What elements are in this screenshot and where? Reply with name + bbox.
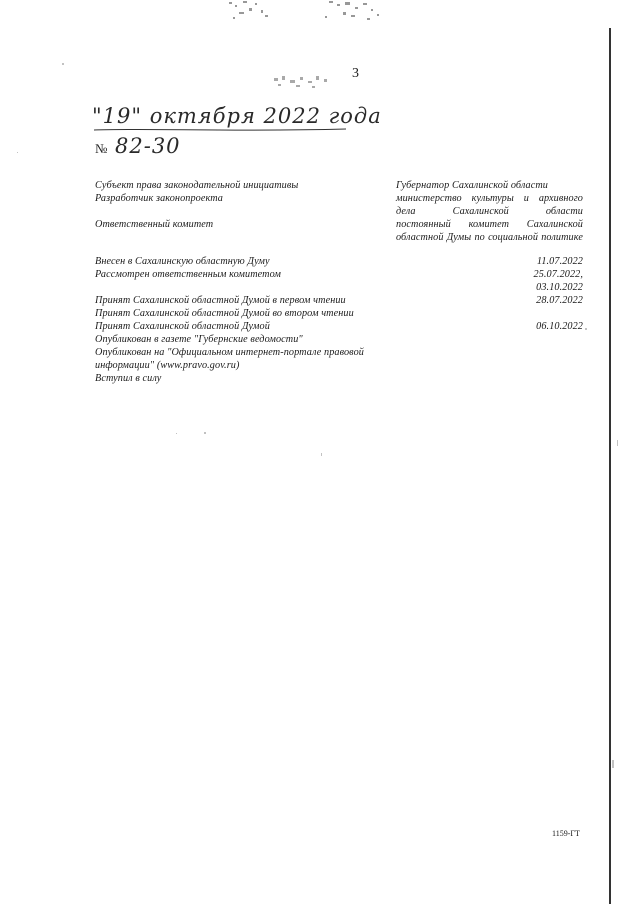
event-label: Опубликован в газете "Губернские ведомости" bbox=[95, 334, 303, 345]
event-date: 06.10.2022 bbox=[536, 321, 583, 332]
developer-value-text: министерство культуры и архивного дела Сахалинской области bbox=[396, 193, 583, 217]
event-label: Рассмотрен ответственным комитетом bbox=[95, 269, 282, 280]
event-date: 03.10.2022 bbox=[536, 282, 583, 293]
committee-label: Ответственный комитет bbox=[95, 219, 214, 230]
committee-value-text: постоянный комитет Сахалинской областной Думы по социальной политике bbox=[396, 219, 583, 243]
event-label: Опубликован на "Официальном интернет-портале правовой bbox=[95, 347, 364, 358]
initiator-label: Субъект права законодательной инициативы bbox=[95, 180, 299, 191]
event-label: Вступил в силу bbox=[95, 373, 162, 384]
event-label: Принят Сахалинской областной Думой в первом чтении bbox=[95, 295, 346, 306]
event-date: 25.07.2022, bbox=[533, 269, 583, 280]
number-prefix: № bbox=[95, 141, 108, 156]
developer-label: Разработчик законопроекта bbox=[95, 193, 223, 204]
handwritten-date: "19" октября 2022 года bbox=[92, 104, 382, 128]
event-label: Принят Сахалинской областной Думой bbox=[95, 321, 270, 332]
event-label: Внесен в Сахалинскую областную Думу bbox=[95, 256, 270, 267]
initiator-value: Губернатор Сахалинской области bbox=[396, 180, 548, 191]
handwritten-number: 82-30 bbox=[115, 134, 181, 158]
footer-code: 1159-ГТ bbox=[552, 829, 580, 838]
event-date: 28.07.2022 bbox=[536, 295, 583, 306]
event-label: Принят Сахалинской областной Думой во втором чтении bbox=[95, 308, 354, 319]
event-date: 11.07.2022 bbox=[536, 256, 583, 267]
event-label: информации" (www.pravo.gov.ru) bbox=[95, 360, 240, 371]
page-number: 3 bbox=[352, 66, 359, 81]
